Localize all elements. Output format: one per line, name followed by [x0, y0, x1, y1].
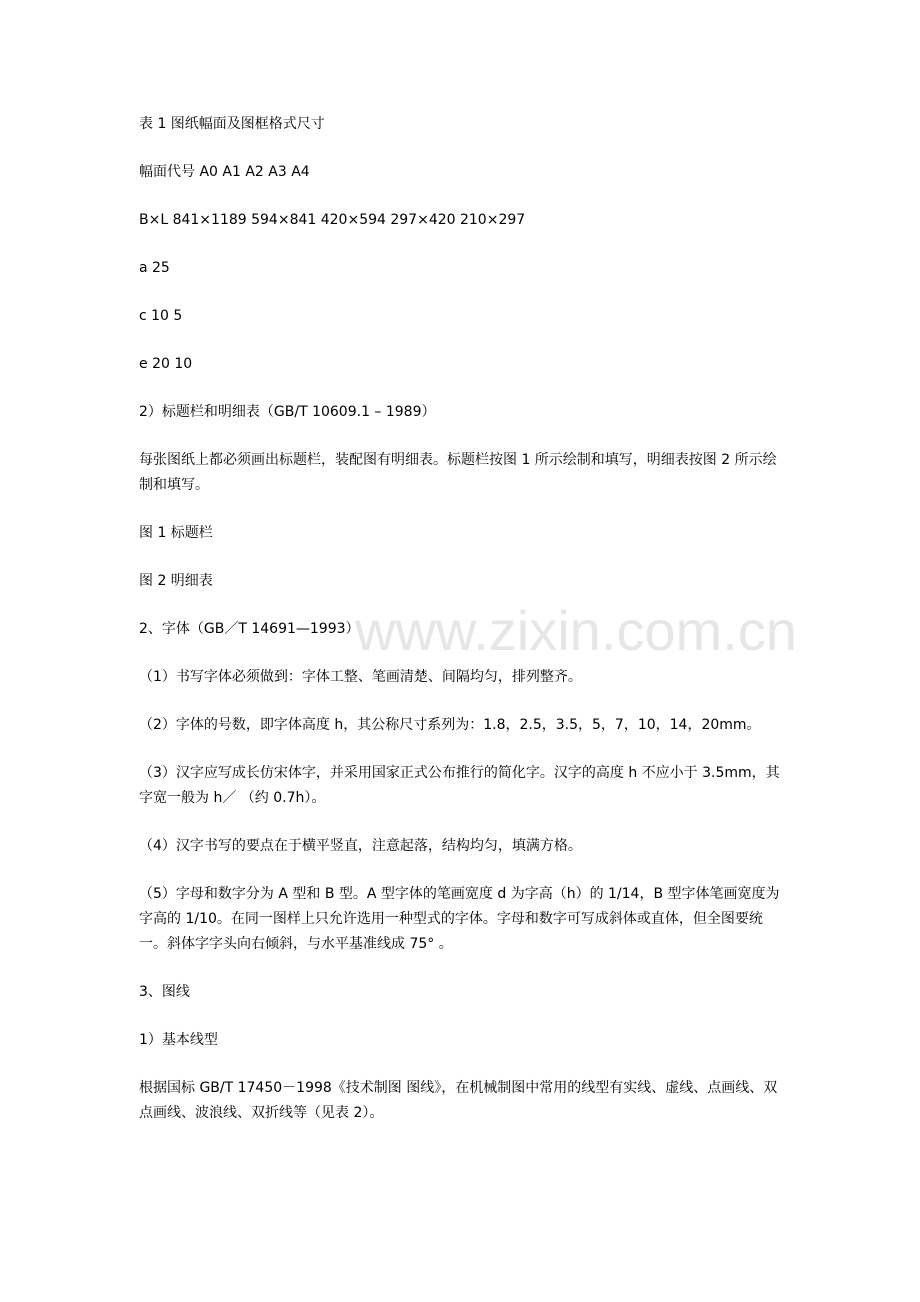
font-rule-4: （4）汉字书写的要点在于横平竖直，注意起落，结构均匀，填满方格。 [139, 838, 582, 854]
section-lines-heading: 3、图线 [139, 984, 190, 1000]
line-types-paragraph: 根据国标 GB/T 17450－1998《技术制图 图线》，在机械制图中常用的线型有实线、虚线、点画线、双点画线、波浪线、双折线等（见表 2）。 [139, 1080, 778, 1121]
table-1-caption: 表 1 图纸幅面及图框格式尺寸 [139, 116, 325, 132]
format-code-row: 幅面代号 A0 A1 A2 A3 A4 [139, 164, 310, 180]
basic-line-types-heading: 1）基本线型 [139, 1032, 218, 1048]
watermark: www.zixin.com.cn [355, 599, 797, 662]
size-bxl-row: B×L 841×1189 594×841 420×594 297×420 210×297 [139, 212, 526, 228]
section-font-heading: 2、字体（GB／T 14691—1993） [139, 621, 360, 637]
font-rule-1: （1）书写字体必须做到：字体工整、笔画清楚、间隔均匀，排列整齐。 [139, 669, 582, 685]
title-block-paragraph: 每张图纸上都必须画出标题栏，装配图有明细表。标题栏按图 1 所示绘制和填写，明细表按图 2 所示绘制和填写。 [139, 452, 777, 493]
document-body [139, 112, 789, 1149]
font-rule-5: （5）字母和数字分为 A 型和 B 型。A 型字体的笔画宽度 d 为字高（h）的 1/14，B 型字体笔画宽度为字高的 1/10。在同一图样上只允许选用一种型式的字体。字母和数字可写成斜体或直体，但全图要统一。斜体字字头向右倾斜，与水平基准线成 75° 。 [139, 886, 780, 952]
figure-1-caption: 图 1 标题栏 [139, 525, 213, 541]
section-title-block-heading: 2）标题栏和明细表（GB/T 10609.1 – 1989） [139, 404, 436, 420]
value-a-row: a 25 [139, 260, 170, 276]
font-rule-2: （2）字体的号数，即字体高度 h，其公称尺寸系列为：1.8，2.5，3.5，5，7，10，14，20mm。 [139, 717, 761, 733]
value-e-row: e 20 10 [139, 356, 193, 372]
font-rule-3: （3）汉字应写成长仿宋体字，并采用国家正式公布推行的简化字。汉字的高度 h 不应小于 3.5mm，其字宽一般为 h／ （约 0.7h）。 [139, 765, 780, 806]
figure-2-caption: 图 2 明细表 [139, 573, 213, 589]
value-c-row: c 10 5 [139, 308, 183, 324]
